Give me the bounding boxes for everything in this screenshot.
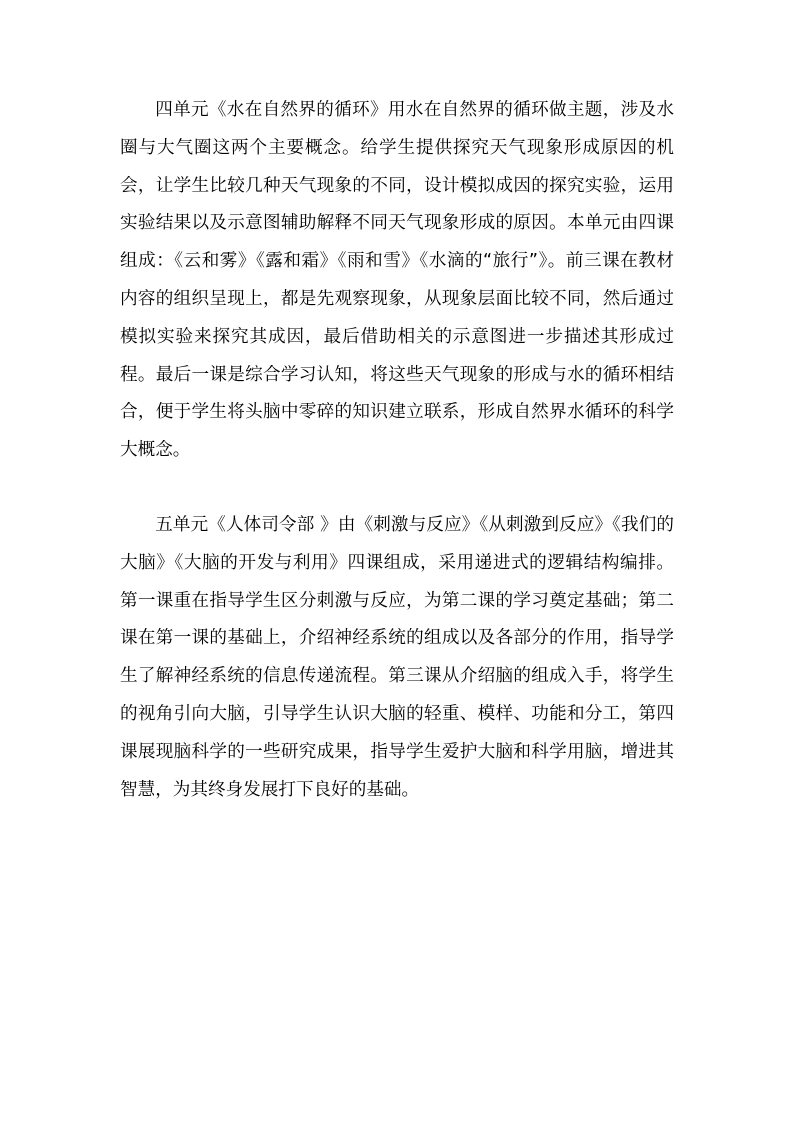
paragraph-unit-four: 四单元《水在自然界的循环》用水在自然界的循环做主题，涉及水圈与大气圈这两个主要概念。给学生提供探究天气现象形成原因的机会，让学生比较几种天气现象的不同，设计模拟成因的探究实验，运用实验结果以及示意图辅助解释不同天气现象形成的原因。本单元由四课组成：《云和雾》《露和霜》《雨和雪》《水滴的“旅行”》。前三课在教材内容的组织呈现上，都是先观察现象，从现象层面比较不同，然后通过模拟实验来探究其成因，最后借助相关的示意图进一步描述其形成过程。最后一课是综合学习认知，将这些天气现象的形成与水的循环相结合，便于学生将头脑中零碎的知识建立联系，形成自然界水循环的科学大概念。 — [120, 100, 674, 461]
paragraph-unit-five: 五单元《人体司令部 》由《刺激与反应》《从刺激到反应》《我们的大脑》《大脑的开发与利用》四课组成，采用递进式的逻辑结构编排。第一课重在指导学生区分刺激与反应，为第二课的学习奠定基础；第二课在第一课的基础上，介绍神经系统的组成以及各部分的作用，指导学生了解神经系统的信息传递流程。第三课从介绍脑的组成入手，将学生的视角引向大脑，引导学生认识大脑的轻重、模样、功能和分工，第四课展现脑科学的一些研究成果，指导学生爱护大脑和科学用脑，增进其智慧，为其终身发展打下良好的基础。 — [120, 514, 674, 800]
